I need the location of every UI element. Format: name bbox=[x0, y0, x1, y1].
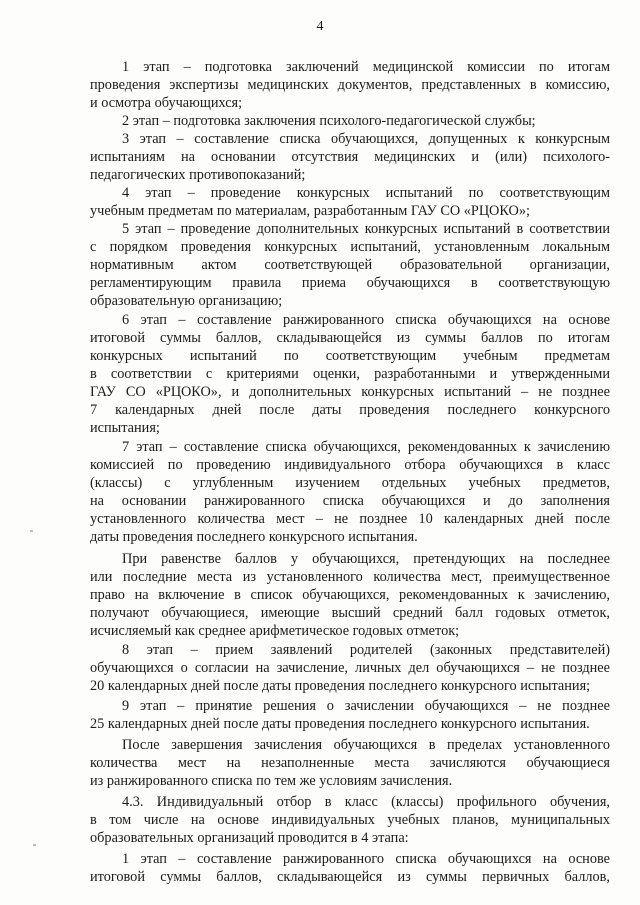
text-line: обучающихся о согласии на зачисление, личных дел обучающихся – не позднее bbox=[90, 660, 610, 676]
text-line: право на включение в список обучающихся, рекомендованных к зачислению, bbox=[90, 587, 610, 603]
text-line: 25 календарных дней после даты проведения последнего конкурсного испытания. bbox=[90, 716, 590, 732]
text-line: (классы) с углубленным изучением отдельных учебных предметов, bbox=[90, 475, 610, 491]
text-line: из ранжированного списка по тем же условиям зачисления. bbox=[90, 773, 453, 789]
text-line: на основании ранжированного списка обучающихся и до заполнения bbox=[90, 493, 610, 509]
text-line: даты проведения последнего конкурсного испытания. bbox=[90, 529, 418, 545]
text-line: 20 календарных дней после даты проведения последнего конкурсного испытания; bbox=[90, 678, 591, 694]
text-line: 5 этап – проведение дополнительных конкурсных испытаний в соответствии bbox=[122, 221, 610, 237]
text-line: При равенстве баллов у обучающихся, претендующих на последнее bbox=[122, 551, 610, 567]
text-line: или последние места из установленного количества мест, преимущественное bbox=[90, 569, 610, 585]
text-line: 2 этап – подготовка заключения психолого-педагогической службы; bbox=[122, 113, 536, 129]
text-line: и осмотра обучающихся; bbox=[90, 95, 243, 111]
text-line: конкурсных испытаний по соответствующим учебным предметам bbox=[90, 348, 610, 364]
text-line: нормативным актом соответствующей образовательной организации, bbox=[90, 257, 610, 273]
text-line: регламентирующим правила приема обучающихся в соответствующую bbox=[90, 275, 610, 291]
text-line: педагогических противопоказаний; bbox=[90, 167, 306, 183]
text-line: в том числе на основе индивидуальных учебных планов, муниципальных bbox=[90, 812, 610, 828]
text-line: итоговой суммы баллов, складывающейся из суммы баллов по итогам bbox=[90, 330, 610, 346]
text-line: получают обучающиеся, имеющие высший средний балл годовых отметок, bbox=[90, 605, 610, 621]
text-line: образовательных организаций проводится в 4 этапа: bbox=[90, 830, 409, 846]
text-line: После завершения зачисления обучающихся в пределах установленного bbox=[122, 737, 610, 753]
page-number: 4 bbox=[316, 19, 324, 34]
text-line: комиссией по проведению индивидуального отбора обучающихся в класс bbox=[90, 457, 610, 473]
text-line: установленного количества мест – не позднее 10 календарных дней после bbox=[90, 511, 610, 527]
text-line: в соответствии с критериями оценки, разработанными и утвержденными bbox=[90, 366, 610, 382]
scan-speck bbox=[33, 844, 36, 846]
text-line: проведения экспертизы медицинских документов, представленных в комиссию, bbox=[90, 77, 610, 93]
text-line: испытания; bbox=[90, 420, 160, 436]
text-line: учебным предметам по материалам, разработанным ГАУ СО «РЦОКО»; bbox=[90, 203, 530, 219]
scan-speck bbox=[30, 530, 33, 532]
text-line: 4.3. Индивидуальный отбор в класс (классы) профильного обучения, bbox=[122, 794, 610, 810]
text-line: 9 этап – принятие решения о зачислении обучающихся – не позднее bbox=[122, 698, 610, 714]
text-line: 1 этап – подготовка заключений медицинской комиссии по итогам bbox=[122, 59, 610, 75]
text-line: 7 календарных дней после даты проведения последнего конкурсного bbox=[90, 402, 610, 418]
text-line: 6 этап – составление ранжированного списка обучающихся на основе bbox=[122, 312, 610, 328]
text-line: 4 этап – проведение конкурсных испытаний по соответствующим bbox=[122, 185, 610, 201]
text-line: испытаниям на основании отсутствия медицинских и (или) психолого- bbox=[90, 149, 610, 165]
text-line: 8 этап – прием заявлений родителей (законных представителей) bbox=[122, 642, 610, 658]
text-line: 1 этап – составление ранжированного списка обучающихся на основе bbox=[122, 851, 610, 867]
text-line: с порядком проведения конкурсных испытаний, установленным локальным bbox=[90, 239, 610, 255]
text-line: 3 этап – составление списка обучающихся, допущенных к конкурсным bbox=[122, 131, 610, 147]
text-line: количества мест на незаполненные места зачисляются обучающиеся bbox=[90, 755, 610, 771]
text-line: образовательную организацию; bbox=[90, 293, 283, 309]
text-line: итоговой суммы баллов, складывающейся из суммы первичных баллов, bbox=[90, 869, 610, 885]
text-line: 7 этап – составление списка обучающихся, рекомендованных к зачислению bbox=[122, 439, 610, 455]
text-line: ГАУ СО «РЦОКО», и дополнительных конкурсных испытаний – не позднее bbox=[90, 384, 610, 400]
text-line: исчисляемый как среднее арифметическое годовых отметок; bbox=[90, 623, 460, 639]
